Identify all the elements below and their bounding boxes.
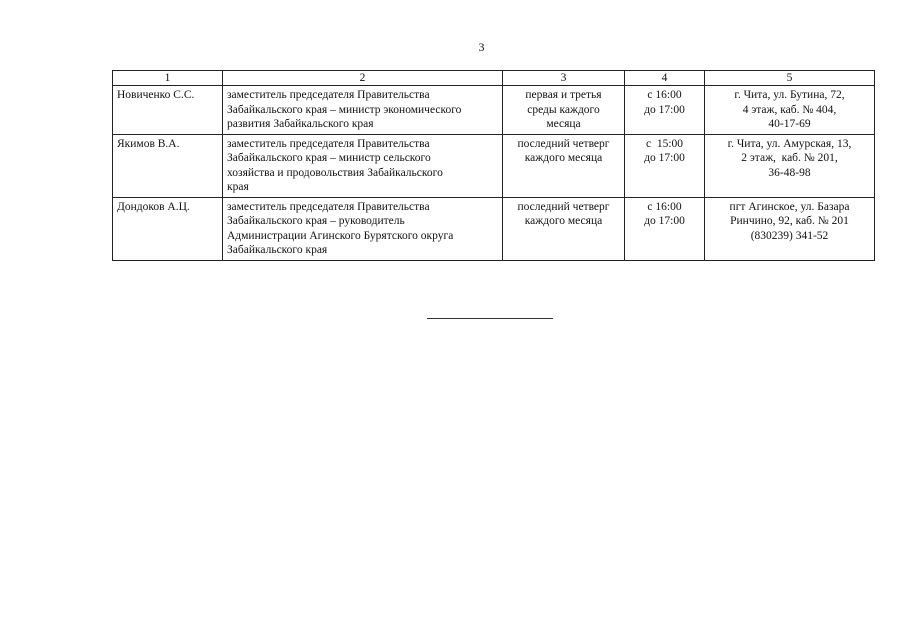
position-cell <box>223 134 503 197</box>
column-header-5: 5 <box>705 71 875 86</box>
column-header-2: 2 <box>223 71 503 86</box>
days-line: месяца <box>546 118 581 130</box>
position-line: Забайкальского края <box>227 244 328 256</box>
place-line: (830239) 341-52 <box>750 229 829 242</box>
column-header-3: 3 <box>503 71 625 86</box>
time-line: с 16:00 <box>647 200 682 213</box>
official-name-cell <box>113 86 223 135</box>
place-line: г. Чита, ул. Амурская, 13, <box>727 137 852 150</box>
reception-place-cell <box>705 197 875 260</box>
place-line: пгт Агинское, ул. Базара <box>729 200 850 213</box>
days-line: последний четверг <box>517 137 610 150</box>
reception-time-cell <box>625 86 705 135</box>
page-number: 3 <box>478 40 485 54</box>
time-line: до 17:00 <box>644 215 685 227</box>
position-line: Администрации Агинского Бурятского округа <box>227 229 454 242</box>
position-line: хозяйства и продовольствия Забайкальского <box>227 166 443 179</box>
place-line: 40-17-69 <box>768 118 811 130</box>
position-line: Забайкальского края – министр экономического <box>227 103 462 116</box>
reception-schedule-table <box>112 70 875 261</box>
column-header-1: 1 <box>113 71 223 86</box>
reception-time-cell <box>625 134 705 197</box>
time-line: до 17:00 <box>644 103 685 116</box>
table-row <box>113 197 875 260</box>
place-line: 4 этаж, каб. № 404, <box>742 103 837 116</box>
place-line: Ринчино, 92, каб. № 201 <box>730 215 849 227</box>
place-line: 2 этаж, каб. № 201, <box>741 152 838 164</box>
column-header-4: 4 <box>625 71 705 86</box>
position-line: заместитель председателя Правительства <box>227 89 430 101</box>
table-row <box>113 86 875 135</box>
time-line: с 15:00 <box>645 137 684 150</box>
official-name-cell <box>113 134 223 197</box>
official-name: Новиченко С.С. <box>117 89 195 101</box>
official-name-cell <box>113 197 223 260</box>
reception-days-cell <box>503 86 625 135</box>
time-line: с 16:00 <box>647 89 682 101</box>
position-line: Забайкальского края – руководитель <box>227 215 405 227</box>
days-line: первая и третья <box>525 89 602 101</box>
days-line: каждого месяца <box>524 152 603 164</box>
official-name: Якимов В.А. <box>117 137 180 150</box>
days-line: среды каждого <box>527 103 600 116</box>
reception-time-cell <box>625 197 705 260</box>
days-line: последний четверг <box>517 200 610 213</box>
reception-place-cell <box>705 86 875 135</box>
place-line: 36-48-98 <box>768 166 811 179</box>
position-cell <box>223 86 503 135</box>
time-line: до 17:00 <box>644 152 685 164</box>
reception-place-cell <box>705 134 875 197</box>
position-line: заместитель председателя Правительства <box>227 137 430 150</box>
closing-divider-line <box>427 318 553 319</box>
position-line: развития Забайкальского края <box>227 118 374 130</box>
days-line: каждого месяца <box>524 215 603 227</box>
table-row <box>113 134 875 197</box>
position-cell <box>223 197 503 260</box>
position-line: края <box>227 181 249 193</box>
reception-days-cell <box>503 134 625 197</box>
place-line: г. Чита, ул. Бутина, 72, <box>734 89 845 101</box>
official-name: Дондоков А.Ц. <box>117 200 190 213</box>
position-line: Забайкальского края – министр сельского <box>227 152 431 164</box>
reception-days-cell <box>503 197 625 260</box>
position-line: заместитель председателя Правительства <box>227 200 430 213</box>
header-row <box>113 71 875 86</box>
